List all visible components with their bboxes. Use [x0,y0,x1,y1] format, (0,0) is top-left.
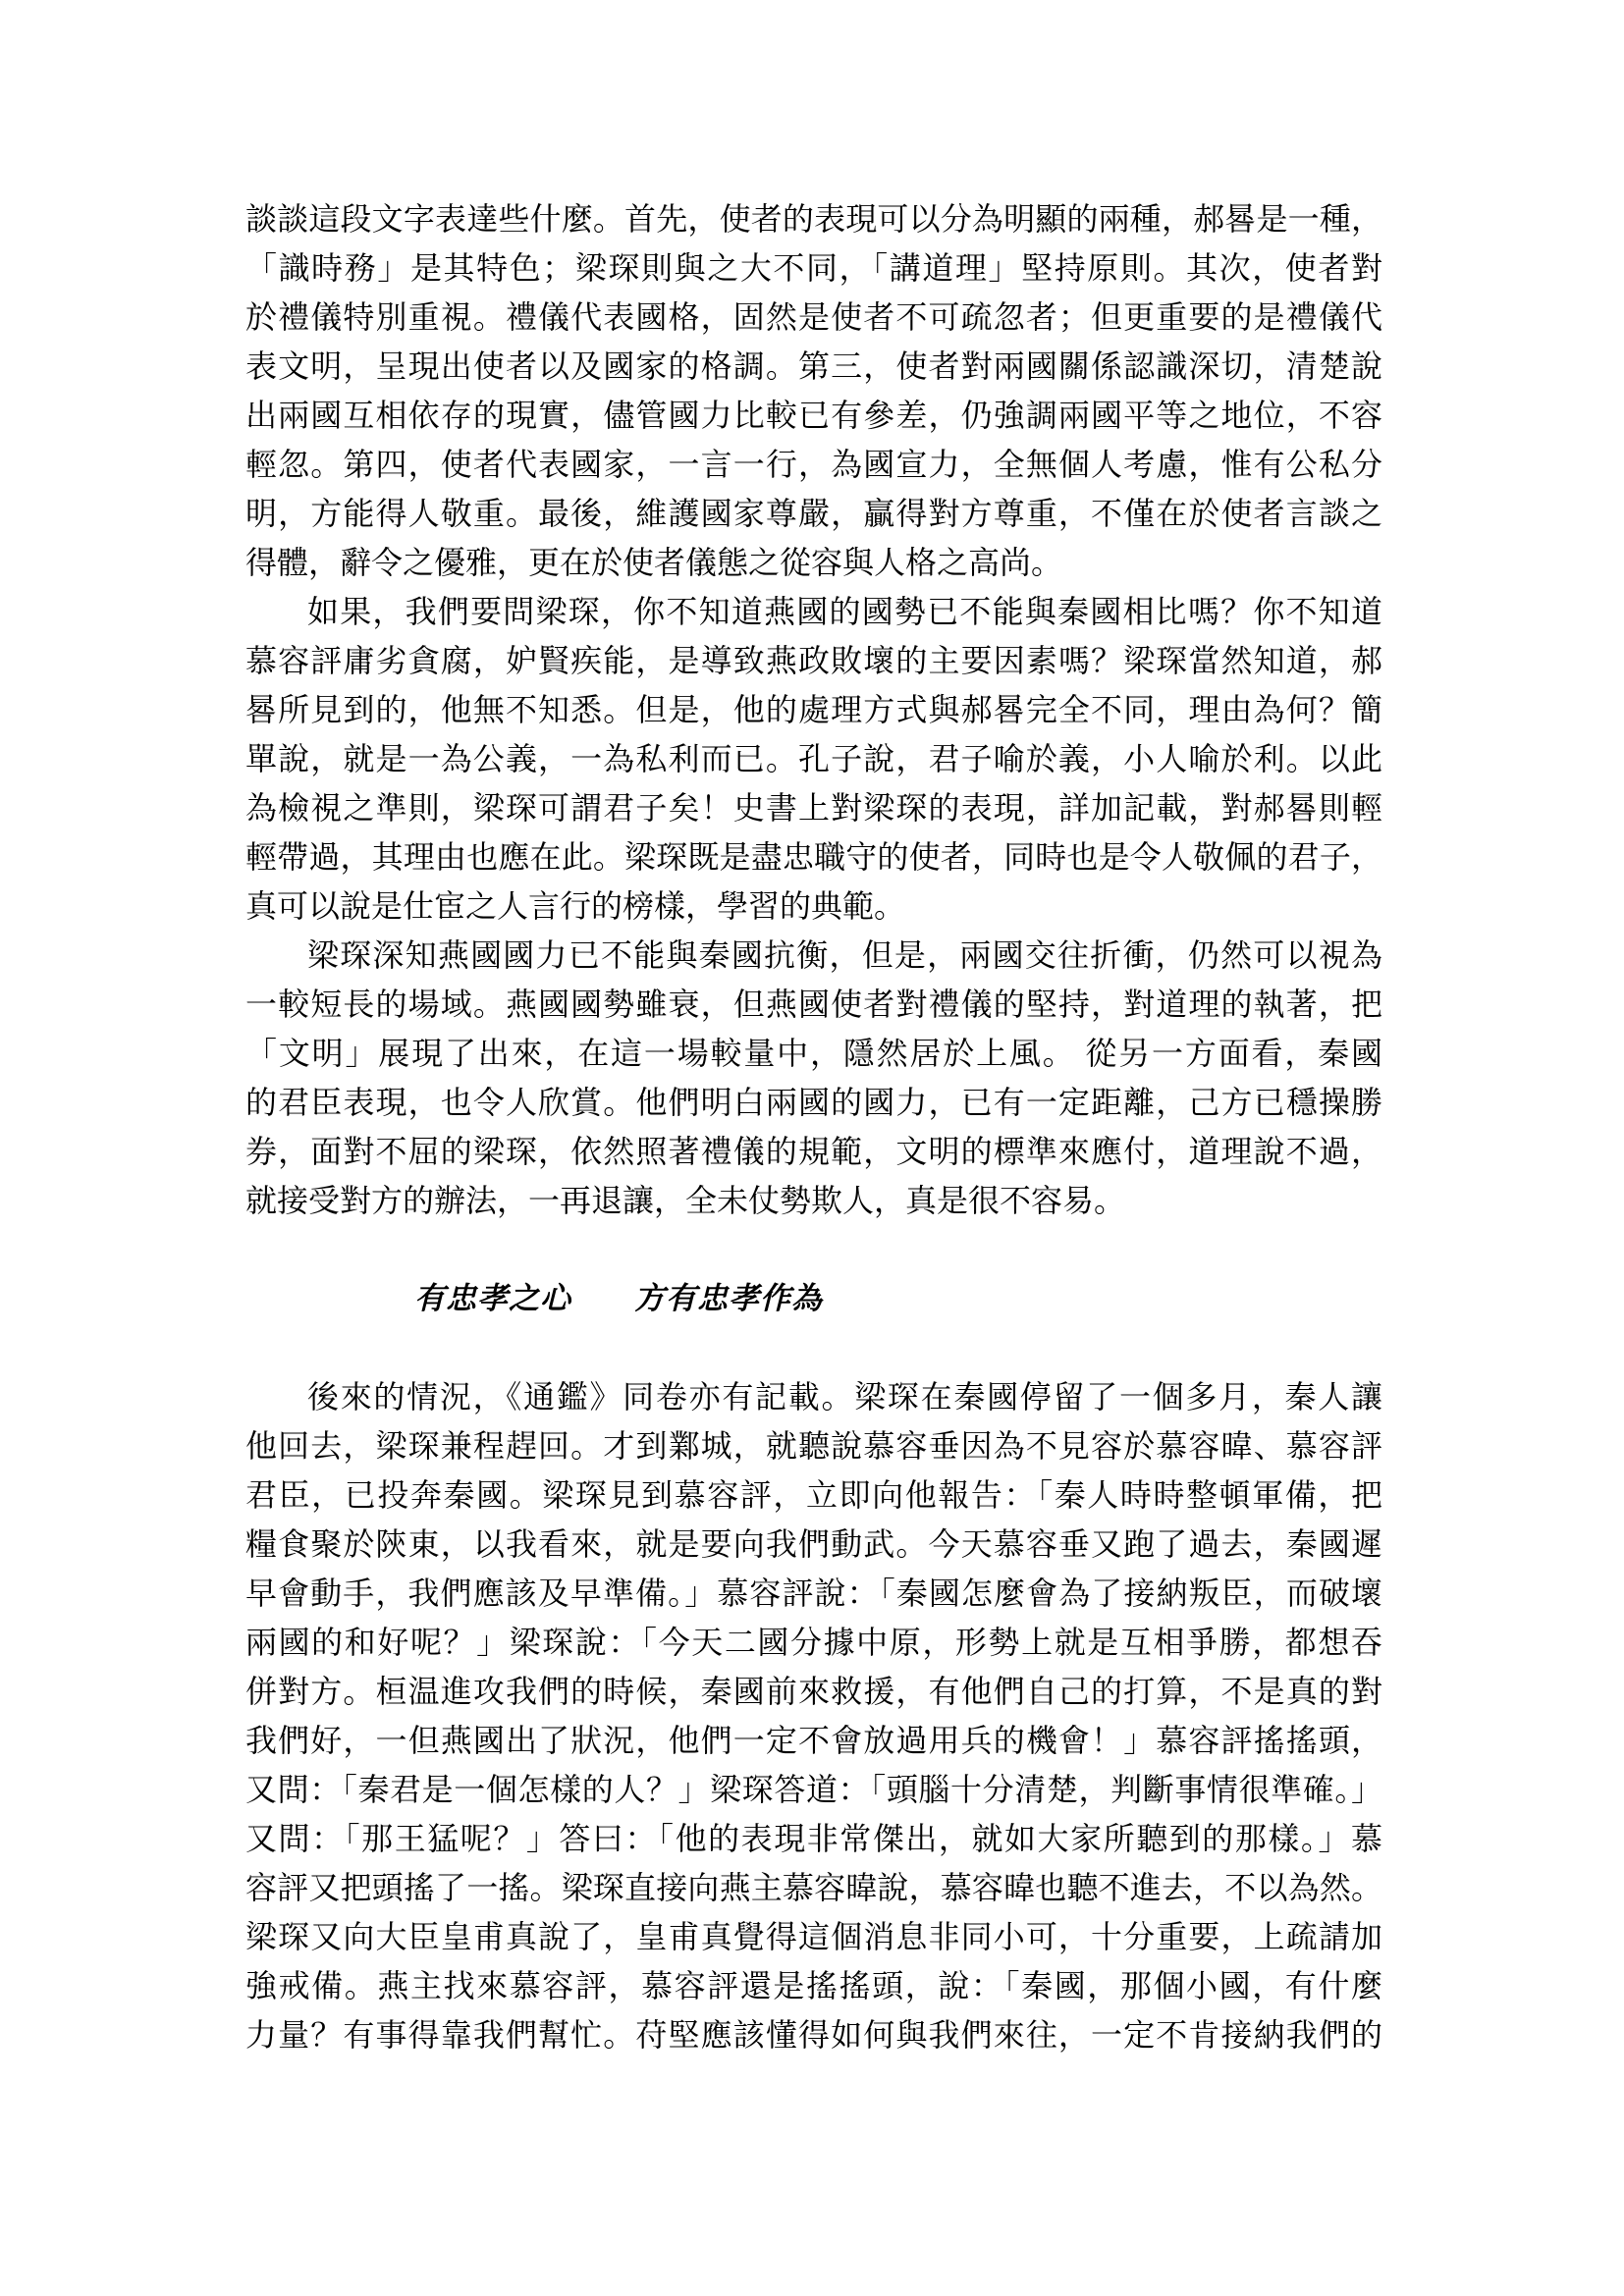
text-line: 晷所見到的，他無不知悉。但是，他的處理方式與郝晷完全不同，理由為何？簡 [245,692,1382,727]
text-line: 兩國的和好呢？」梁琛說：「今天二國分據中原，形勢上就是互相爭勝，都想吞 [245,1625,1382,1660]
text-line: 他回去，梁琛兼程趕回。才到鄴城，就聽說慕容垂因為不見容於慕容暐、慕容評 [245,1428,1382,1464]
text-line: 輕帶過，其理由也應在此。梁琛既是盡忠職守的使者，同時也是令人敬佩的君子， [245,839,1382,875]
text-line: 我們好，一但燕國出了狀況，他們一定不會放過用兵的機會！」慕容評搖搖頭， [245,1723,1382,1758]
text-block [245,194,1382,2059]
text-line: 又問：「秦君是一個怎樣的人？」梁琛答道：「頭腦十分清楚，判斷事情很準確。」 [245,1772,1382,1807]
text-line: 為檢視之準則，梁琛可謂君子矣！史書上對梁琛的表現，詳加記載，對郝晷則輕 [245,790,1382,826]
text-line: 談談這段文字表達些什麼。首先，使者的表現可以分為明顯的兩種，郝晷是一種， [245,201,1382,237]
paragraph [245,931,1382,1225]
text-line: 君臣，已投奔秦國。梁琛見到慕容評，立即向他報告：「秦人時時整頓軍備，把 [245,1477,1382,1513]
text-line: 的君臣表現，也令人欣賞。他們明白兩國的國力，已有一定距離，己方已穩操勝 [245,1085,1382,1120]
text-line: 表文明，呈現出使者以及國家的格調。第三，使者對兩國關係認識深切，清楚說 [245,348,1382,384]
text-line: 「文明」展現了出來，在這一場較量中，隱然居於上風。 從另一方面看，秦國 [245,1036,1382,1071]
text-line: 又問：「那王猛呢？」答曰：「他的表現非常傑出，就如大家所聽到的那樣。」慕 [245,1821,1382,1856]
text-line: 就接受對方的辦法，一再退讓，全未仗勢欺人，真是很不容易。 [245,1183,1126,1218]
text-line: 強戒備。燕主找來慕容評，慕容評還是搖搖頭，說：「秦國，那個小國，有什麼 [245,1968,1382,2003]
text-line: 得體，辭令之優雅，更在於使者儀態之從容與人格之高尚。 [245,545,1063,580]
text-line: 明，方能得人敬重。最後，維護國家尊嚴，贏得對方尊重，不僅在於使者言談之 [245,496,1382,531]
text-line: 一較短長的場域。燕國國勢雖衰，但燕國使者對禮儀的堅持，對道理的執著，把 [245,987,1382,1022]
text-line: 如果，我們要問梁琛，你不知道燕國的國勢已不能與秦國相比嗎？你不知道 [307,594,1382,629]
text-line: 梁琛又向大臣皇甫真說了，皇甫真覺得這個消息非同小可，十分重要，上疏請加 [245,1919,1382,1954]
text-line: 糧食聚於陝東，以我看來，就是要向我們動武。今天慕容垂又跑了過去，秦國遲 [245,1526,1382,1562]
text-line: 真可以說是仕宦之人言行的榜樣，學習的典範。 [245,888,906,924]
text-line: 後來的情況，《通鑑》同卷亦有記載。梁琛在秦國停留了一個多月，秦人讓 [307,1379,1382,1415]
text-line: 容評又把頭搖了一搖。梁琛直接向燕主慕容暐說，慕容暐也聽不進去，不以為然。 [245,1870,1382,1905]
text-line: 併對方。桓温進攻我們的時候，秦國前來救援，有他們自己的打算，不是真的對 [245,1674,1382,1709]
text-line: 力量？有事得靠我們幫忙。苻堅應該懂得如何與我們來往，一定不肯接納我們的 [245,2017,1382,2053]
paragraph [245,1372,1382,2059]
text-line: 於禮儀特別重視。禮儀代表國格，固然是使者不可疏忽者；但更重要的是禮儀代 [245,299,1382,335]
paragraph [245,587,1382,931]
text-line: 梁琛深知燕國國力已不能與秦國抗衡，但是，兩國交往折衝，仍然可以視為 [307,937,1382,973]
paragraph [245,194,1382,587]
text-line: 「識時務」是其特色；梁琛則與之大不同，「講道理」堅持原則。其次，使者對 [245,250,1382,286]
text-line: 慕容評庸劣貪腐，妒賢疾能，是導致燕政敗壞的主要因素嗎？梁琛當然知道，郝 [245,643,1382,678]
text-line: 輕忽。第四，使者代表國家，一言一行，為國宣力，全無個人考慮，惟有公私分 [245,447,1382,482]
text-line: 早會動手，我們應該及早準備。」慕容評說：「秦國怎麼會為了接納叛臣，而破壞 [245,1575,1382,1611]
text-line: 券，面對不屈的梁琛，依然照著禮儀的規範，文明的標準來應付，道理說不過， [245,1134,1382,1169]
text-line: 出兩國互相依存的現實，儘管國力比較已有參差，仍強調兩國平等之地位，不容 [245,398,1382,433]
text-line: 單說，就是一為公義，一為私利而已。孔子說，君子喻於義，小人喻於利。以此 [245,741,1382,776]
section-heading: 有忠孝之心 方有忠孝作為 [414,1281,823,1315]
